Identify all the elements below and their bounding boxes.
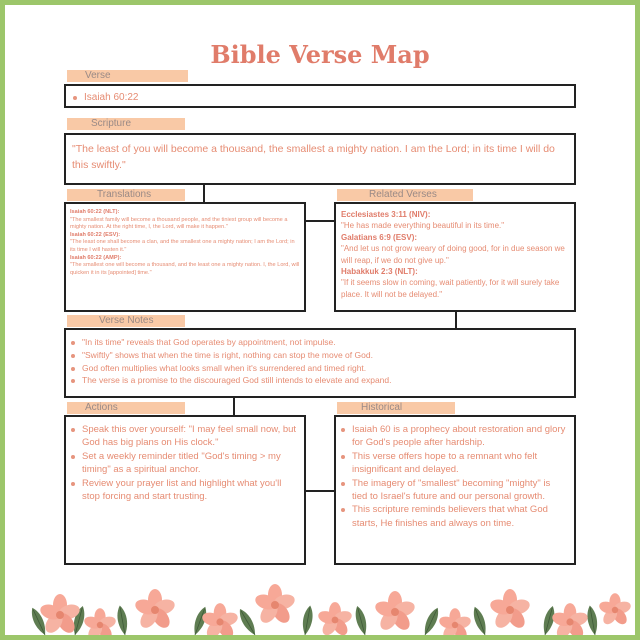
related-text: "And let us not grow weary of doing good, for in due season we will reap, if we do not give up."	[341, 244, 565, 265]
historical-item: This scripture reminds believers that what God starts, He finishes and always on time.	[340, 503, 568, 530]
verse-label: Verse	[67, 70, 188, 82]
connector-translations-related	[304, 220, 336, 222]
related-text: "He has made everything beautiful in its time."	[341, 221, 505, 231]
historical-box	[334, 415, 576, 565]
connector-translations	[203, 185, 205, 202]
historical-item: The imagery of "smallest" becoming "mighty" is tied to Israel's future and our personal growth.	[340, 477, 568, 504]
translations-label: Translations	[67, 189, 185, 201]
flower-border-icon	[5, 580, 635, 635]
scripture-box	[64, 133, 576, 185]
notes-item: "In its time" reveals that God operates by appointment, not impulse.	[70, 336, 568, 349]
related-entry	[341, 209, 569, 232]
translation-ref: Isaiah 60:22 (AMP):	[70, 254, 122, 261]
related-entry	[341, 266, 569, 300]
verse-box	[64, 84, 576, 108]
translation-entry	[70, 255, 300, 278]
notes-item: "Swiftly" shows that when the time is right, nothing can stop the move of God.	[70, 349, 568, 362]
notes-item: The verse is a promise to the discouraged God still intends to elevate and expand.	[70, 374, 568, 387]
related-label: Related Verses	[337, 189, 473, 201]
translation-ref: Isaiah 60:22 (ESV):	[70, 231, 121, 238]
related-ref: Ecclesiastes 3:11 (NIV):	[341, 210, 431, 219]
actions-item: Review your prayer list and highlight what you'll stop forcing and start trusting.	[70, 477, 298, 504]
translation-ref: Isaiah 60:22 (NLT):	[70, 209, 120, 215]
historical-item: Isaiah 60 is a prophecy about restoration and glory for God's people after hardship.	[340, 423, 568, 450]
scripture-text: "The least of you will become a thousand, the smallest a mighty nation. I am the Lord; in its time I will do this swiftly."	[72, 143, 555, 171]
related-box	[334, 202, 576, 312]
translations-content	[66, 204, 304, 277]
historical-label: Historical	[337, 402, 455, 414]
translations-box	[64, 202, 306, 312]
scripture-label: Scripture	[67, 118, 185, 130]
page-title: Bible Verse Map	[210, 40, 430, 69]
verse-item: Isaiah 60:22	[72, 92, 574, 103]
related-ref: Habakkuk 2:3 (NLT):	[341, 267, 418, 277]
notes-list	[66, 330, 574, 387]
historical-item: This verse offers hope to a remnant who felt insignificant and delayed.	[340, 450, 568, 477]
connector-actions	[233, 398, 235, 415]
related-content	[336, 204, 574, 300]
translation-entry	[70, 232, 300, 255]
verse-list	[66, 86, 574, 103]
notes-box	[64, 328, 576, 398]
translation-text: "The least one shall become a clan, and the smallest one a mighty nation; I am the Lord; in its time I will hasten it."	[70, 239, 295, 253]
flower-border	[5, 580, 635, 635]
related-ref: Galatians 6:9 (ESV):	[341, 232, 418, 242]
connector-actions-historical	[304, 490, 336, 492]
translation-text: "The smallest one will become a thousand, and the least one a mighty nation. I, the Lord, will quicken it in its [appointed] time."	[70, 262, 300, 276]
actions-item: Set a weekly reminder titled "God's timing > my timing" as a spiritual anchor.	[70, 450, 298, 477]
connector-related-notes	[455, 312, 457, 328]
historical-list	[336, 417, 574, 530]
related-entry	[341, 232, 569, 266]
actions-box	[64, 415, 306, 565]
actions-label: Actions	[67, 402, 185, 414]
notes-label: Verse Notes	[67, 315, 185, 327]
notes-item: God often multiplies what looks small when it's surrendered and timed right.	[70, 362, 568, 375]
translation-text: "The smallest family will become a thousand people, and the tiniest group will become a mighty nation. At the right time, I, the Lord, will make it happen."	[70, 216, 288, 231]
related-text: "If it seems slow in coming, wait patiently, for it will surely take place. It will not be delayed."	[341, 278, 560, 299]
translation-entry	[70, 209, 300, 232]
actions-list	[66, 417, 304, 503]
actions-item: Speak this over yourself: "I may feel small now, but God has big plans on His clock."	[70, 423, 298, 450]
